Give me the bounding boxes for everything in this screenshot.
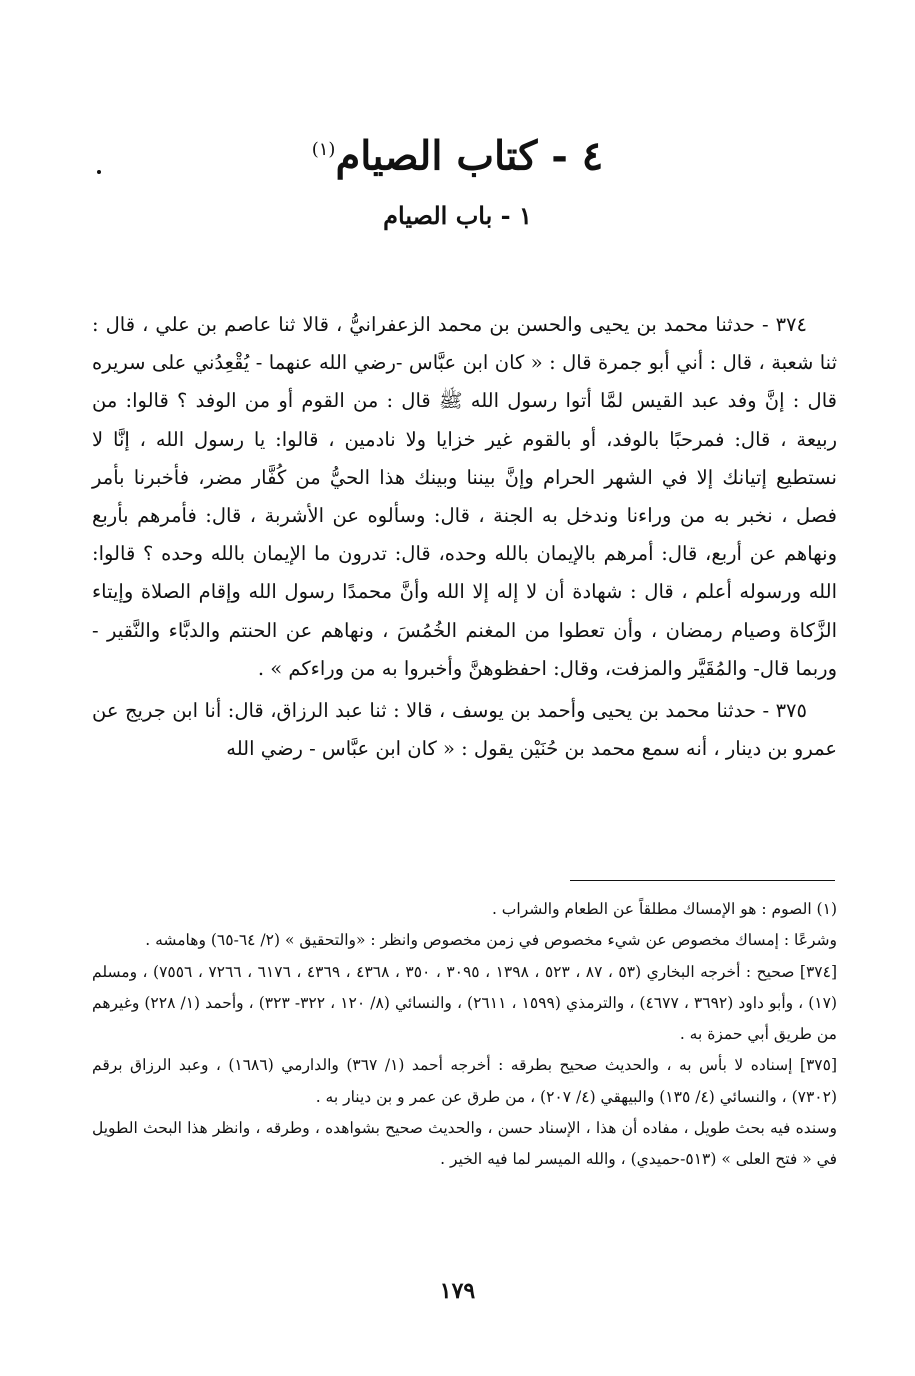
hadith-paragraph-375: ٣٧٥ - حدثنا محمد بن يحيى وأحمد بن يوسف ، قالا : ثنا عبد الرزاق، قال: أنا ابن جريج عن عمرو بن دينار ، أنه سمع محمد بن حُنَيْن يقول : « كان ابن عبَّاس - رضي الله xyxy=(92,699,837,761)
footnote-1-continued: وشرعًا : إمساك مخصوص عن شيء مخصوص في زمن مخصوص وانظر : «والتحقيق » (٢/ ٦٤-٦٥) وهامشه . xyxy=(145,931,837,950)
dot-mark xyxy=(97,170,101,174)
page-number: ١٧٩ xyxy=(439,1278,476,1304)
main-text xyxy=(92,306,837,768)
chapter-title: ١ - باب الصيام xyxy=(383,201,532,230)
footnote-375-continued: وسنده فيه بحث طويل ، مفاده أن هذا ، الإسناد حسن ، والحديث صحيح بشواهده ، وطرقه ، وانظر هذا البحث الطويل في « فتح العلى » (٥١٣-حميدي) ، والله الميسر لما فيه الخير . xyxy=(92,1119,837,1169)
book-title-footnote-ref: (١) xyxy=(311,139,336,160)
footnote-1: (١) الصوم : هو الإمساك مطلقاً عن الطعام والشراب . xyxy=(491,900,837,918)
footnote-375: [٣٧٥] إسناده لا بأس به ، والحديث صحيح بطرقه : أخرجه أحمد (١/ ٣٦٧) والدارمي (١٦٨٦) ، وعبد الرزاق برقم (٧٣٠٢) ، والنسائي (٤/ ١٣٥) والبيهقي (٤/ ٢٠٧) ، من طرق عن عمر و بن دينار به . xyxy=(92,1056,837,1106)
footnotes xyxy=(92,894,837,1176)
footnote-374: [٣٧٤] صحيح : أخرجه البخاري (٥٣ ، ٨٧ ، ٥٢٣ ، ١٣٩٨ ، ٣٠٩٥ ، ٣٥٠ ، ٤٣٦٨ ، ٤٣٦٩ ، ٦١٧٦ ، ٧٢٦٦ ، ٧٥٥٦) ، ومسلم (١٧) ، وأبو داود (٣٦٩٢ ، ٤٦٧٧) ، والترمذي (١٥٩٩ ، ٢٦١١) ، والنسائي (٨/ ١٢٠ ، ٣٢٢- ٣٢٣) ، وأحمد (١/ ٢٢٨) وغيرهم من طريق أبي حمزة به . xyxy=(92,962,838,1044)
hadith-paragraph-374: ٣٧٤ - حدثنا محمد بن يحيى والحسن بن محمد الزعفرانيُّ ، قالا ثنا عاصم بن علي ، قال : ثنا شعبة ، قال : أني أبو جمرة قال : « كان ابن عبَّاس -رضي الله عنهما - يُقْعِدُني على سريره قال : إنَّ وفد عبد القيس لمَّا أتوا رسول الله ﷺ قال : من القوم أو من الوفد ؟ قالوا: من ربيعة ، قال: فمرحبًا بالوفد، أو بالقوم غير خزايا ولا نادمين ، قالوا: يا رسول الله ، إنَّا لا نستطيع إتيانك إلا في الشهر الحرام وإنَّ بيننا وبينك هذا الحيُّ من كُفَّار مضر، فأخبرنا بأمر فصل ، نخبر به من وراءنا وندخل به الجنة ، قال: وسألوه عن الأشربة ، قال: فأمرهم بأربع ونهاهم عن أربع، قال: أمرهم بالإيمان بالله وحده، قال: تدرون ما الإيمان بالله وحده ؟ قالوا: الله ورسوله أعلم ، قال : شهادة أن لا إله إلا الله وأنَّ محمدًا رسول الله وإقام الصلاة وإيتاء الزَّكاة وصيام رمضان ، وأن تعطوا من المغنم الخُمُسَ ، ونهاهم عن الحنتم والدبَّاء والنَّقير - وربما قال- والمُقَيَّر والمزفت، وقال: احفظوهنَّ وأخبروا به من وراءكم » . xyxy=(92,313,837,680)
book-title-text: ٤ - كتاب الصيام xyxy=(335,132,604,180)
footnote-divider xyxy=(570,880,835,881)
book-title xyxy=(0,120,915,186)
